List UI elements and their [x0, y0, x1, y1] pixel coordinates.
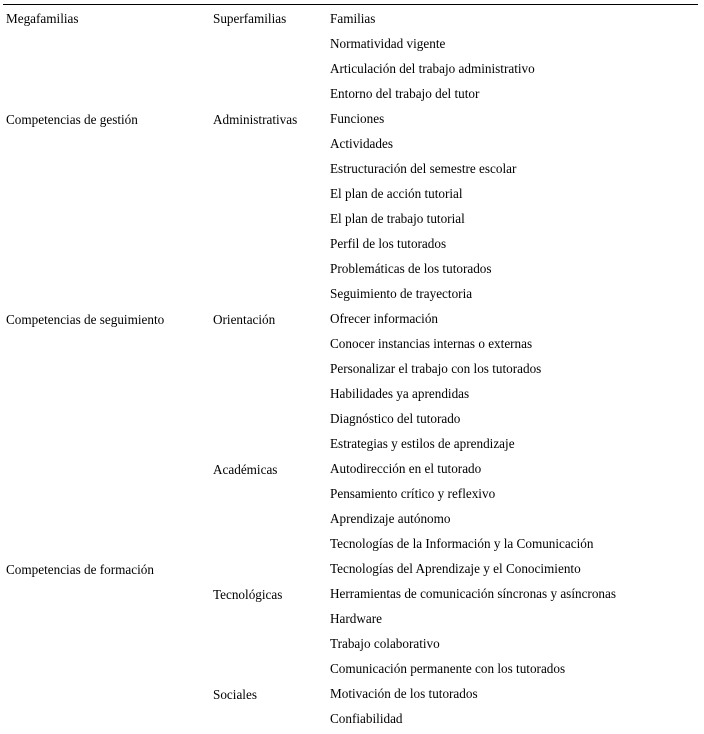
- megafamilia-cell: Competencias de seguimiento: [6, 312, 165, 327]
- familia-cell: Aprendizaje autónomo: [330, 511, 451, 526]
- familia-cell: Motivación de los tutorados: [330, 686, 478, 701]
- familia-cell: Estrategias y estilos de aprendizaje: [330, 436, 515, 451]
- superfamilia-cell: Tecnológicas: [213, 587, 283, 602]
- familia-cell: El plan de acción tutorial: [330, 186, 463, 201]
- superfamilia-cell: Académicas: [213, 462, 278, 477]
- column-header-familias: Familias: [330, 11, 376, 26]
- familia-cell: Funciones: [330, 111, 385, 126]
- familia-cell: Tecnologías del Aprendizaje y el Conocimiento: [330, 561, 581, 576]
- familia-cell: Diagnóstico del tutorado: [330, 411, 461, 426]
- familia-cell: Habilidades ya aprendidas: [330, 386, 470, 401]
- familia-cell: Actividades: [330, 136, 393, 151]
- superfamilia-cell: Orientación: [213, 312, 276, 327]
- familia-cell: El plan de trabajo tutorial: [330, 211, 465, 226]
- familia-cell: Tecnologías de la Información y la Comunicación: [330, 536, 594, 551]
- familia-cell: Articulación del trabajo administrativo: [330, 61, 535, 76]
- familia-cell: Seguimiento de trayectoria: [330, 286, 473, 301]
- column-header-superfamilias: Superfamilias: [213, 11, 287, 26]
- familia-cell: Hardware: [330, 611, 382, 626]
- familia-cell: Autodirección en el tutorado: [330, 461, 482, 476]
- table-top-rule: [3, 4, 698, 5]
- superfamilia-cell: Administrativas: [213, 112, 298, 127]
- familia-cell: Estructuración del semestre escolar: [330, 161, 517, 176]
- familia-cell: Conocer instancias internas o externas: [330, 336, 533, 351]
- megafamilia-cell: Competencias de formación: [6, 562, 154, 577]
- familia-cell: Normatividad vigente: [330, 36, 446, 51]
- familia-cell: Herramientas de comunicación síncronas y asíncronas: [330, 586, 616, 601]
- familia-cell: Confiabilidad: [330, 711, 403, 726]
- megafamilia-cell: Competencias de gestión: [6, 112, 138, 127]
- familia-cell: Perfil de los tutorados: [330, 236, 447, 251]
- familia-cell: Personalizar el trabajo con los tutorados: [330, 361, 542, 376]
- column-header-megafamilias: Megafamilias: [6, 11, 79, 26]
- familia-cell: Trabajo colaborativo: [330, 636, 440, 651]
- familia-cell: Comunicación permanente con los tutorados: [330, 661, 566, 676]
- familia-cell: Ofrecer información: [330, 311, 439, 326]
- familia-cell: Problemáticas de los tutorados: [330, 261, 492, 276]
- familia-cell: Pensamiento crítico y reflexivo: [330, 486, 496, 501]
- familia-cell: Entorno del trabajo del tutor: [330, 86, 480, 101]
- superfamilia-cell: Sociales: [213, 687, 257, 702]
